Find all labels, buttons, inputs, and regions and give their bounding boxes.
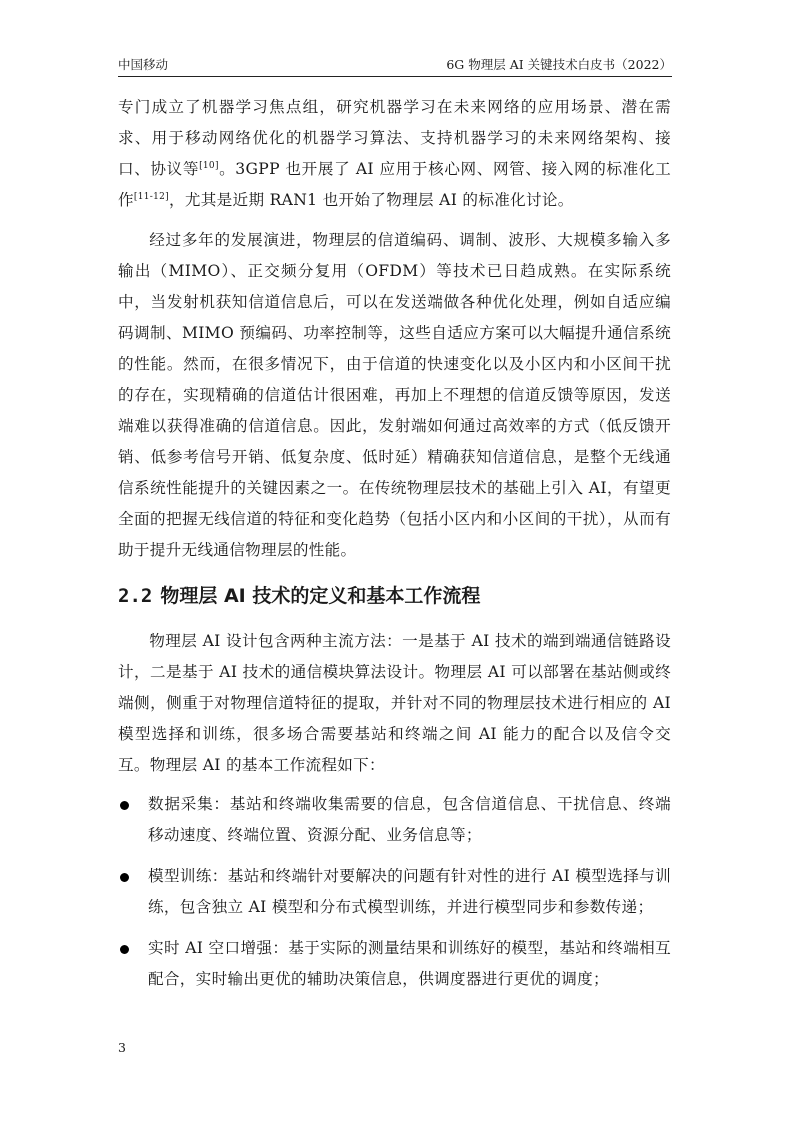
paragraph-1 xyxy=(118,92,671,216)
list-item xyxy=(118,861,671,923)
list-item xyxy=(118,789,671,851)
page-body xyxy=(118,92,671,1005)
header-org: 中国移动 xyxy=(118,57,169,72)
list-item-text: 实时 AI 空口增强：基于实际的测量结果和训练好的模型，基站和终端相互配合，实时输出更优的辅助决策信息，供调度器进行更优的调度； xyxy=(148,939,671,988)
page-number: 3 xyxy=(118,1040,126,1055)
bullet-icon xyxy=(120,945,129,954)
citation-10: [10] xyxy=(199,161,219,171)
paragraph-1-part-b: 。3GPP 也开展了 AI 应用于核心网、网管、接入网的标准化工作 xyxy=(118,160,671,209)
bullet-icon xyxy=(120,873,129,882)
paragraph-1-part-c: ，尤其是近期 RAN1 也开始了物理层 AI 的标准化讨论。 xyxy=(168,191,574,209)
workflow-list xyxy=(118,789,671,995)
header-doc-title: 6G 物理层 AI 关键技术白皮书（2022） xyxy=(446,57,672,72)
section-heading xyxy=(118,580,671,612)
paragraph-1-part-a: 专门成立了机器学习焦点组，研究机器学习在未来网络的应用场景、潜在需求、用于移动网络优化的机器学习算法、支持机器学习的未来网络架构、接口、协议等 xyxy=(118,98,671,178)
paragraph-2: 经过多年的发展演进，物理层的信道编码、调制、波形、大规模多输入多输出（MIMO）、正交频分复用（OFDM）等技术已日趋成熟。在实际系统中，当发射机获知信道信息后，可以在发送端做各种优化处理，例如自适应编码调制、MIMO 预编码、功率控制等，这些自适应方案可以大幅提升通信系统的性能。然而，在很多情况下，由于信道的快速变化以及小区内和小区间干扰的存在，实现精确的信道估计很困难，再加上不理想的信道反馈等原因，发送端难以获得准确的信道信息。因此，发射端如何通过高效率的方式（低反馈开销、低参考信号开销、低复杂度、低时延）精确获知信道信息，是整个无线通信系统性能提升的关键因素之一。在传统物理层技术的基础上引入 AI，有望更全面的把握无线信道的特征和变化趋势（包括小区内和小区间的干扰），从而有助于提升无线通信物理层的性能。 xyxy=(118,231,671,559)
section-intro: 物理层 AI 设计包含两种主流方法：一是基于 AI 技术的端到端通信链路设计，二是基于 AI 技术的通信模块算法设计。物理层 AI 可以部署在基站侧或终端侧，侧重于对物理信道特征的提取，并针对不同的物理层技术进行相应的 AI 模型选择和训练，很多场合需要基站和终端之间 AI 能力的配合以及信令交互。物理层 AI 的基本工作流程如下： xyxy=(118,632,671,774)
page-header xyxy=(118,52,672,77)
list-item-text: 数据采集：基站和终端收集需要的信息，包含信道信息、干扰信息、终端移动速度、终端位置、资源分配、业务信息等； xyxy=(148,795,671,844)
list-item xyxy=(118,933,671,995)
citation-11-12: [11-12] xyxy=(133,192,169,202)
list-item-text: 模型训练：基站和终端针对要解决的问题有针对性的进行 AI 模型选择与训练，包含独立 AI 模型和分布式模型训练，并进行模型同步和参数传递； xyxy=(148,867,671,916)
section-title: 物理层 AI 技术的定义和基本工作流程 xyxy=(160,585,481,607)
bullet-icon xyxy=(120,801,129,810)
section-number: 2.2 xyxy=(118,585,153,607)
